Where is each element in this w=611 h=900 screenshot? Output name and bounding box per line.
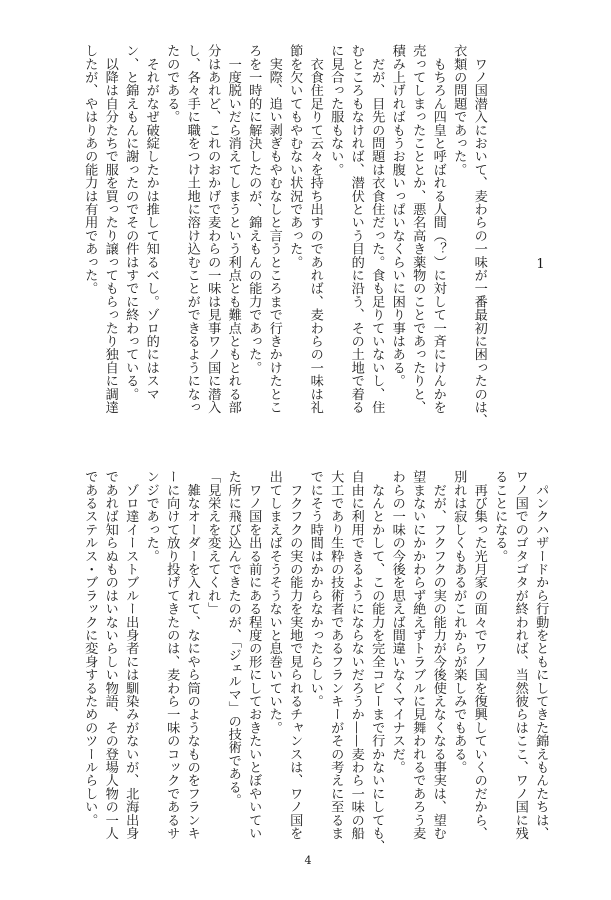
text-line: もちろん四皇と呼ばれる人間（？）に対して一斉にけんかを <box>430 44 446 414</box>
text-line: ることになる。 <box>492 470 508 563</box>
text-line: ーに向けて放り投げてきたのは、麦わら一味のコックであるサ <box>164 470 180 840</box>
text-line: たのである。 <box>164 44 180 124</box>
page-number: 4 <box>304 854 312 867</box>
text-line: 自由に利用できるようにならないだろうか——麦わら一味の船 <box>348 470 364 840</box>
text-line: だが、目先の問題は衣食住だった。食も足りていないし、住 <box>369 44 385 414</box>
text-line: 実際、追い剥ぎもやむなしと言うところまで行きかけたとこ <box>266 44 282 414</box>
text-line: ワノ国を出る前にある程度の形にしておきたいとぼやいてい <box>246 470 262 840</box>
text-line: 出てしまえばそうそうないと息巻いていた。 <box>266 470 282 734</box>
lower-text-block <box>79 470 551 860</box>
text-line: た所に飛び込んできたのが、「ジェルマ」の技術である。 <box>225 470 241 807</box>
upper-text-block <box>79 44 489 434</box>
text-line: 再び集った光月家の面々でワノ国を復興していくのだから、 <box>471 470 487 840</box>
text-line: であるステルス・ブラックに変身するためのツールらしい。 <box>82 470 98 827</box>
text-line: 分はあれど、これのおかげで麦わらの一味は見事ワノ国に潜入 <box>205 44 221 414</box>
text-line: 衣食住足りて云々を持ち出すのであれば、麦わらの一味は礼 <box>307 44 323 414</box>
text-line: ワノ国でのゴタゴタが終われば、当然彼らはここ、ワノ国に残 <box>512 470 528 840</box>
text-line: 雑なオーダーを入れて、なにやら筒のようなものをフランキ <box>184 470 200 840</box>
text-line: したが、やはりあの能力は有用であった。 <box>82 44 98 295</box>
text-line: わらの一味の今後を思えば間違いなくマイナスだ。 <box>389 470 405 774</box>
text-line: 以降は自分たちで服を買ったり譲ってもらったり独自に調達 <box>102 44 118 414</box>
text-line: 節を欠いてもやむない状況であった。 <box>287 44 303 269</box>
text-line: なんとかして、この能力を完全コピーまで行かないにしても、 <box>369 470 385 853</box>
text-line: 別れは寂しくもあるがこれからが楽しみでもある。 <box>451 470 467 774</box>
text-line: 望まないにかかわらず絶えずトラブルに見舞われるであろう麦 <box>410 470 426 840</box>
text-line: に見合った服もない。 <box>328 44 344 176</box>
text-line: 大工であり生粋の技術者であるフランキーがその考えに至るま <box>328 470 344 840</box>
text-line: だが、フクフクの実の能力が今後使えなくなる事実は、望む <box>430 470 446 840</box>
text-line: フクフクの実の能力を実地で見られるチャンスは、ワノ国を <box>287 470 303 840</box>
text-line: であれば知らぬものはいないらしい物語、その登場人物の一人 <box>102 470 118 840</box>
text-line: パンクハザードから行動をともにしてきた錦えもんたちは、 <box>533 470 549 840</box>
text-line: 衣類の問題であった。 <box>451 44 467 176</box>
text-line: 「見栄えを変えてくれ」 <box>205 470 221 616</box>
text-line: ろを一時的に解決したのが、錦えもんの能力であった。 <box>246 44 262 374</box>
chapter-number: 1 <box>536 257 545 272</box>
text-line: 一度脱いだら消えてしまうという利点とも難点ともとれる部 <box>225 44 241 414</box>
text-line: ン、と錦えもんに謝ったのでその件はすでに終わっている。 <box>123 44 139 401</box>
text-line: し、各々手に職をつけ土地に溶け込むことができるようになっ <box>184 44 200 414</box>
text-line: ワノ国潜入において、麦わらの一味が一番最初に困ったのは、 <box>471 44 487 427</box>
text-line: 売ってしまったこととか、悪名高き薬物のことであったりと、 <box>410 44 426 414</box>
text-line: それがなぜ破綻したかは推して知るべし。ゾロ的にはスマ <box>143 44 159 401</box>
text-line: ンジであった。 <box>143 470 159 563</box>
text-line: 積み上げればもうお腹いっぱいなくらいに困り事はある。 <box>389 44 405 388</box>
text-line: むところもなければ、潜伏という目的に沿う、その土地で着る <box>348 44 364 414</box>
text-line: ゾロ達イーストブルー出身者には馴染みがないが、北海出身 <box>123 470 139 840</box>
text-line: でにそう時間はかからなかったらしい。 <box>307 470 323 708</box>
